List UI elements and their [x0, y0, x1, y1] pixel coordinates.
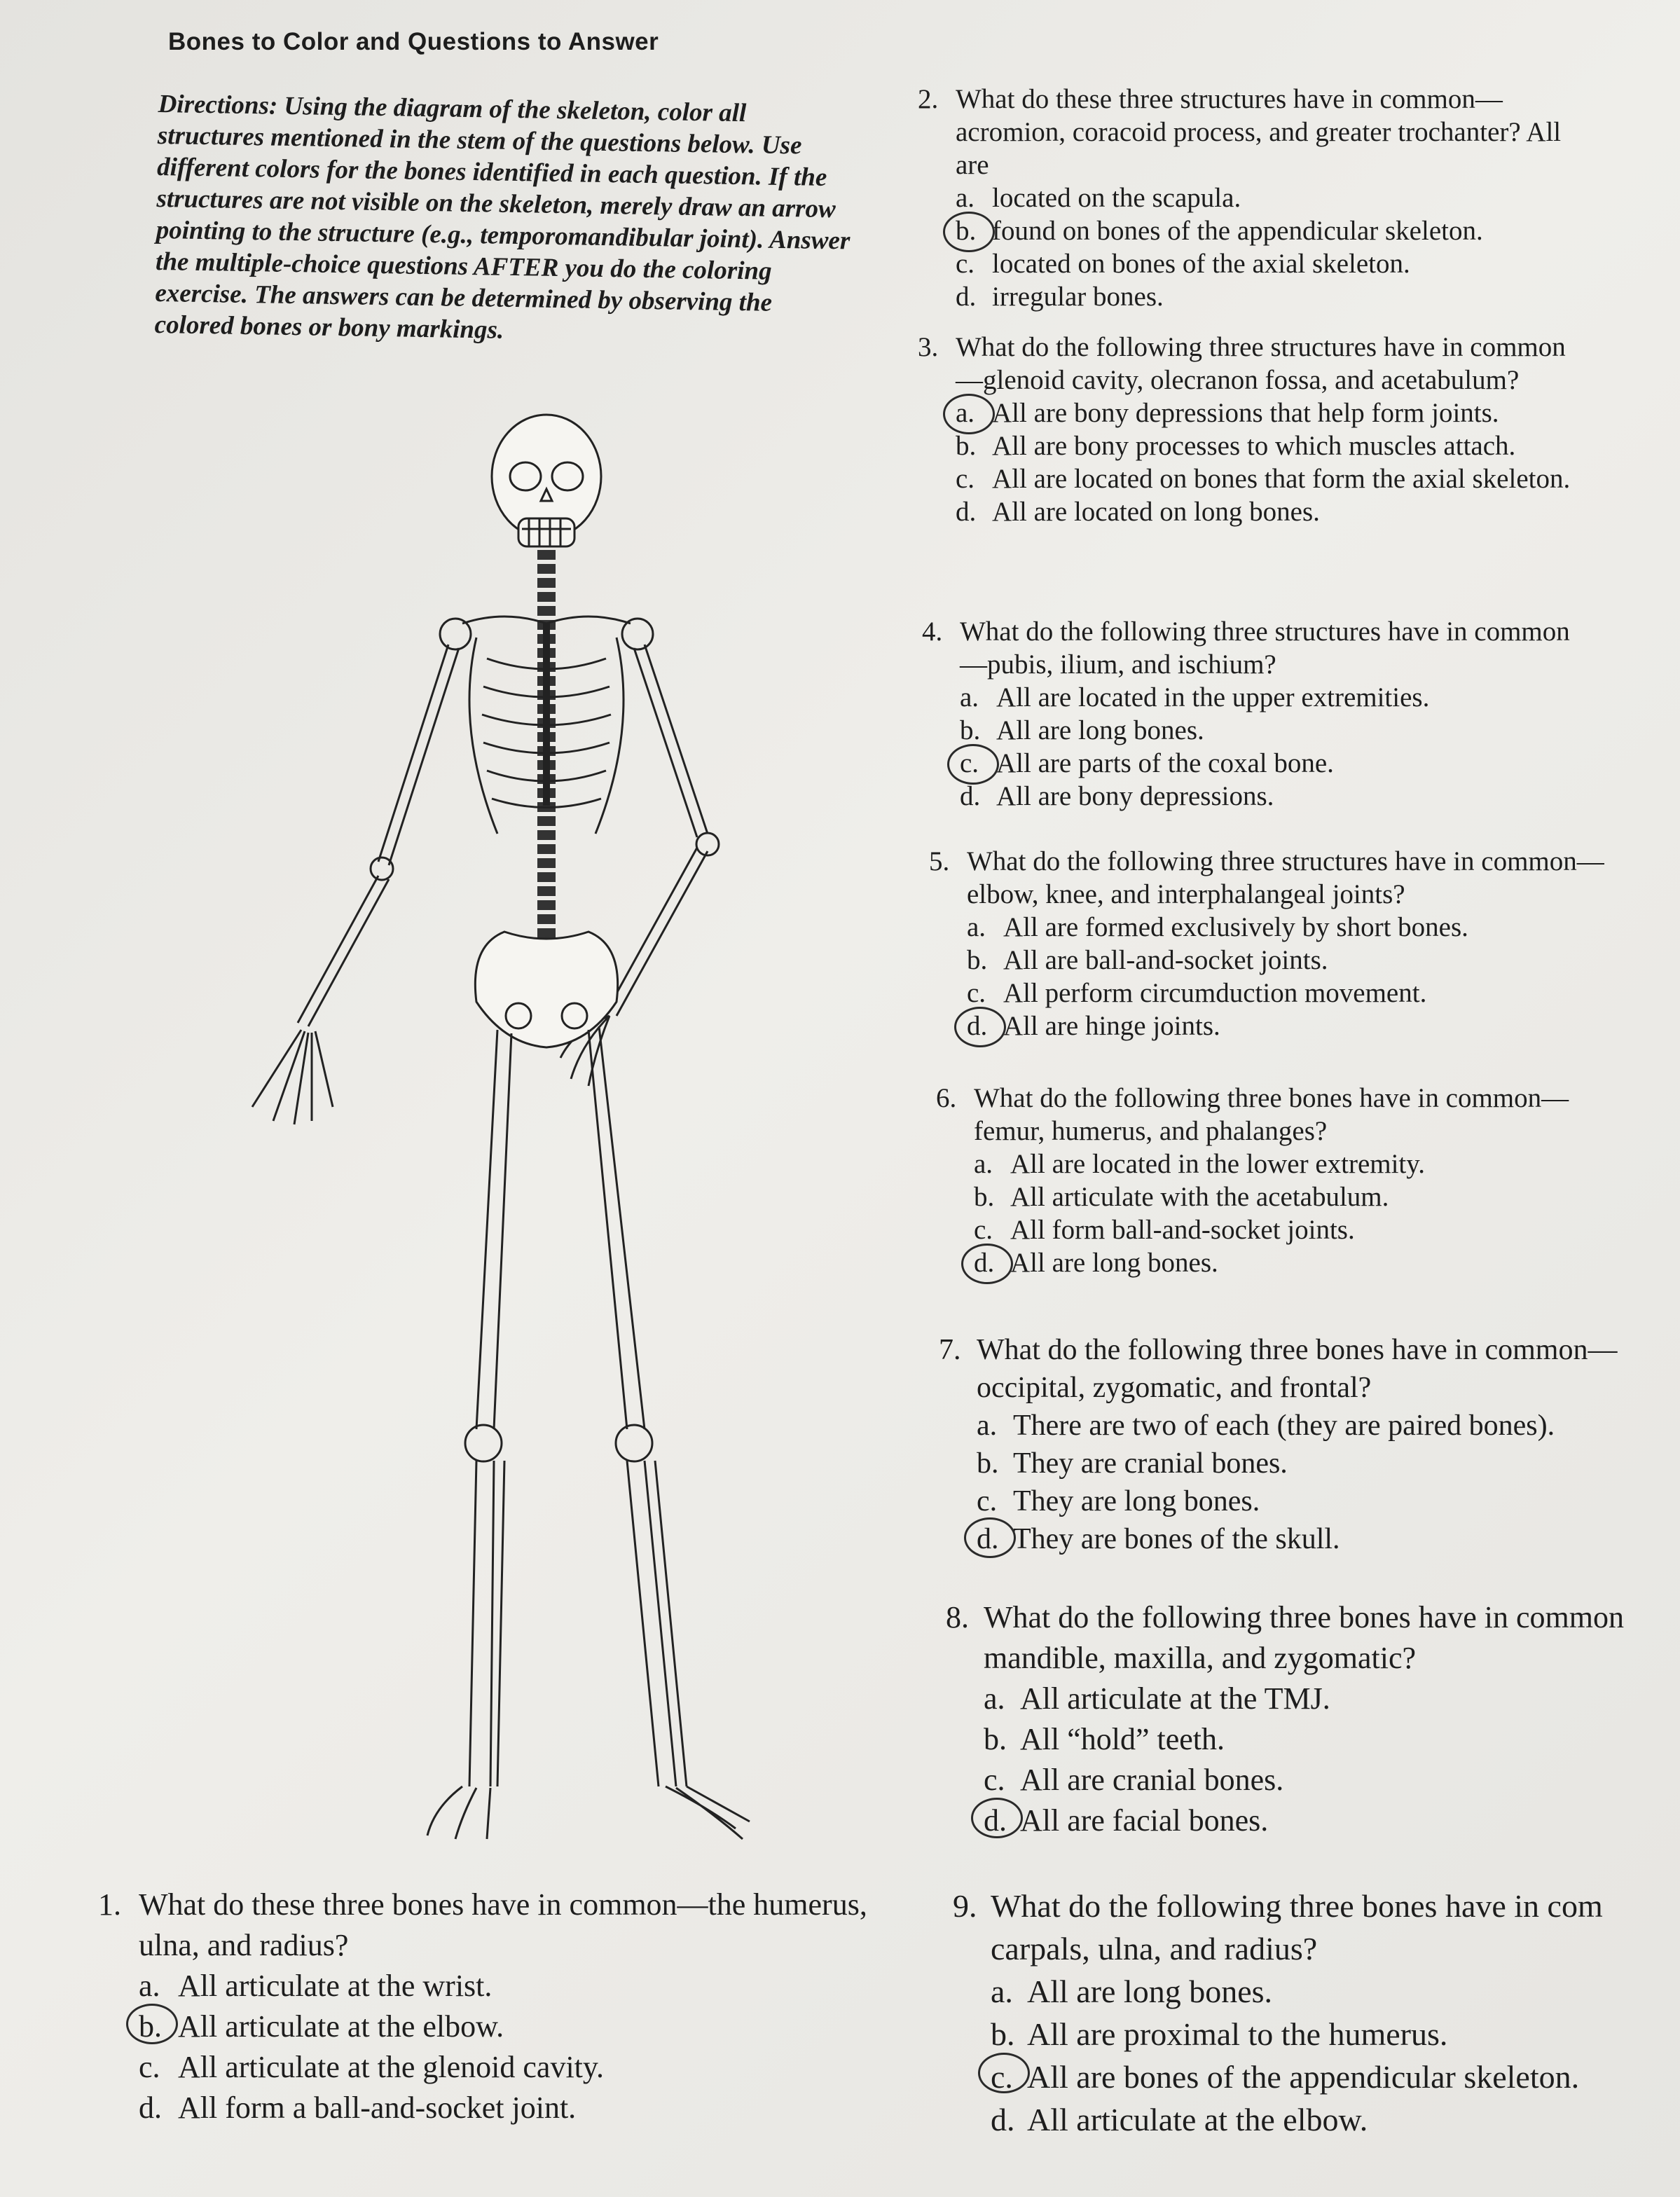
- skeleton-diagram: [168, 413, 834, 1850]
- option-b[interactable]: b. All articulate at the elbow.: [139, 2006, 869, 2047]
- option-a[interactable]: a. All are long bones.: [991, 1974, 1273, 2009]
- option-a[interactable]: a. All articulate at the TMJ.: [984, 1681, 1330, 1716]
- option-c[interactable]: c. All are bones of the appendicular skeleton.: [991, 2055, 1674, 2098]
- question-stem: What do the following three bones have in common—occipital, zygomatic, and frontal?: [977, 1334, 1618, 1404]
- ribcage-icon: [469, 624, 624, 834]
- question-6: 6. What do the following three bones have in common—femur, humerus, and phalanges? a. All are located in the lower extremity. b. All articulate with the acetabulum. c. All form ball-and-socket joints. d. All are long bones.: [936, 1082, 1630, 1279]
- option-b[interactable]: b. All “hold” teeth.: [984, 1722, 1225, 1756]
- option-c[interactable]: c. All perform circumduction movement.: [967, 978, 1427, 1008]
- worksheet-title: Bones to Color and Questions to Answer: [168, 28, 659, 55]
- answer-circle: [943, 394, 995, 434]
- option-d[interactable]: d. They are bones of the skull.: [977, 1520, 1667, 1558]
- option-b[interactable]: b. All articulate with the acetabulum.: [974, 1182, 1389, 1212]
- option-b[interactable]: b. All are ball-and-socket joints.: [967, 945, 1328, 975]
- right-leg-icon: [588, 1026, 750, 1839]
- option-c[interactable]: c. located on bones of the axial skeleton.: [956, 249, 1410, 279]
- answer-circle: [971, 1798, 1023, 1838]
- question-stem: What do the following three structures have in common—pubis, ilium, and ischium?: [960, 617, 1570, 680]
- option-d[interactable]: d. irregular bones.: [956, 282, 1164, 312]
- answer-circle: [978, 2053, 1030, 2093]
- option-a[interactable]: a. All are located in the upper extremities.: [960, 682, 1430, 712]
- question-5: 5. What do the following three structures have in common—elbow, knee, and interphalangeal joints? a. All are formed exclusively by short bones. b. All are ball-and-socket joints. c. All perform circumduction movement. d. All are hinge joints.: [929, 845, 1616, 1042]
- left-arm-icon: [252, 645, 459, 1124]
- question-stem: What do the following three structures have in common—glenoid cavity, olecranon fossa, and acetabulum?: [956, 332, 1566, 395]
- option-c[interactable]: c. All articulate at the glenoid cavity.: [139, 2050, 605, 2084]
- question-stem: What do the following three bones have in com carpals, ulna, and radius?: [991, 1888, 1603, 1967]
- question-stem: What do these three bones have in common—the humerus, ulna, and radius?: [139, 1887, 867, 1962]
- question-stem: What do these three structures have in common—acromion, coracoid process, and greater trochanter? All are: [956, 84, 1562, 180]
- question-2: 2. What do these three structures have in common—acromion, coracoid process, and greater trochanter? All are a. located on the scapula. b. found on bones of the appendicular skeleton. c. located on bones of the axial skeleton. d. irregular bones.: [918, 84, 1562, 312]
- answer-circle: [954, 1007, 1006, 1047]
- option-b[interactable]: b. All are proximal to the humerus.: [991, 2016, 1448, 2052]
- option-a[interactable]: a. All are bony depressions that help form joints.: [956, 397, 1583, 429]
- question-stem: What do the following three structures have in common—elbow, knee, and interphalangeal joints?: [967, 846, 1604, 909]
- option-c[interactable]: c. All are cranial bones.: [984, 1763, 1284, 1797]
- option-a[interactable]: a. All are located in the lower extremity.: [974, 1149, 1425, 1179]
- option-d[interactable]: d. All are long bones.: [974, 1246, 1630, 1279]
- answer-circle: [961, 1244, 1013, 1284]
- option-d[interactable]: d. All are facial bones.: [984, 1800, 1674, 1841]
- answer-circle: [126, 2004, 178, 2044]
- directions-text: Directions: Using the diagram of the skeleton, color all structures mentioned in the stem of the questions below. Use different colors for the bones identified in each question. If the structures are not visible on the skeleton, merely draw an arrow pointing to the structure (e.g., temporomandibular joint). Answer the multiple-choice questions AFTER you do the coloring exercise. The answers can be determined by observing the colored bones or bony markings.: [154, 89, 851, 345]
- option-c[interactable]: c. They are long bones.: [977, 1485, 1260, 1517]
- option-a[interactable]: a. located on the scapula.: [956, 183, 1241, 213]
- left-leg-icon: [427, 1030, 511, 1839]
- option-c[interactable]: c. All are parts of the coxal bone.: [960, 747, 1595, 780]
- question-number: 1.: [98, 1887, 121, 1922]
- option-c[interactable]: c. All are located on bones that form the axial skeleton.: [956, 464, 1571, 494]
- question-7: 7. What do the following three bones have in common—occipital, zygomatic, and frontal? a. There are two of each (they are paired bones). b. They are cranial bones. c. They are long bones. d. They are bones of the skull.: [939, 1331, 1667, 1558]
- question-stem: What do the following three bones have in common mandible, maxilla, and zygomatic?: [984, 1600, 1624, 1675]
- answer-circle: [943, 212, 995, 252]
- question-3: 3. What do the following three structures have in common—glenoid cavity, olecranon fossa, and acetabulum? a. All are bony depressions that help form joints. b. All are bony processes to which muscles attach. c. All are located on bones that form the axial skeleton. d. All are located on long bones.: [918, 331, 1583, 528]
- option-c[interactable]: c. All form ball-and-socket joints.: [974, 1215, 1355, 1245]
- option-b[interactable]: b. found on bones of the appendicular skeleton.: [956, 214, 1562, 247]
- answer-circle: [947, 744, 999, 785]
- skull-icon: [492, 415, 601, 546]
- answer-circle: [964, 1517, 1016, 1558]
- question-9: 9. What do the following three bones have in com carpals, ulna, and radius? a. All are long bones. b. All are proximal to the humerus. c. All are bones of the appendicular skeleton. d. All articulate at the elbow.: [953, 1885, 1674, 2141]
- question-4: 4. What do the following three structures have in common—pubis, ilium, and ischium? a. All are located in the upper extremities. b. All are long bones. c. All are parts of the coxal bone. d. All are bony depressions.: [922, 615, 1595, 813]
- option-d[interactable]: d. All articulate at the elbow.: [991, 2102, 1368, 2137]
- question-1: [98, 1885, 869, 2128]
- option-d[interactable]: d. All are hinge joints.: [967, 1010, 1616, 1042]
- option-a[interactable]: a. All are formed exclusively by short bones.: [967, 912, 1468, 942]
- question-8: 8. What do the following three bones have in common mandible, maxilla, and zygomatic? a. All articulate at the TMJ. b. All “hold” teeth. c. All are cranial bones. d. All are facial bones.: [946, 1597, 1674, 1841]
- option-a[interactable]: a. All articulate at the wrist.: [139, 1969, 493, 2003]
- option-b[interactable]: b. They are cranial bones.: [977, 1447, 1288, 1480]
- option-d[interactable]: d. All are located on long bones.: [956, 497, 1320, 527]
- option-a[interactable]: a. There are two of each (they are paired bones).: [977, 1410, 1555, 1442]
- question-stem: What do the following three bones have in common—femur, humerus, and phalanges?: [974, 1083, 1569, 1146]
- option-d[interactable]: d. All are bony depressions.: [960, 781, 1274, 811]
- option-b[interactable]: b. All are long bones.: [960, 715, 1204, 745]
- option-b[interactable]: b. All are bony processes to which muscles attach.: [956, 431, 1516, 461]
- option-d[interactable]: d. All form a ball-and-socket joint.: [139, 2091, 577, 2125]
